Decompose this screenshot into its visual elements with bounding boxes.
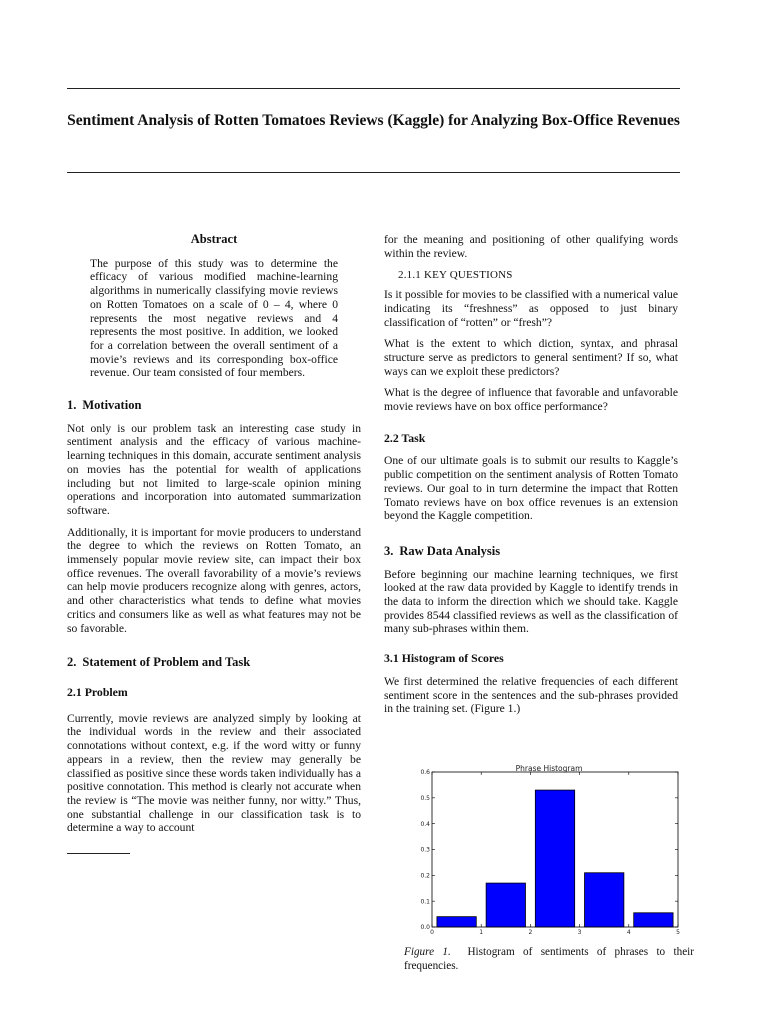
section-3-1-heading: 3.1 Histogram of Scores bbox=[384, 651, 504, 666]
x-tick-label-4: 4 bbox=[626, 929, 631, 935]
y-tick-label-5: 0.5 bbox=[420, 795, 430, 803]
key-question-3: What is the degree of influence that favorable and unfavorable movie reviews have on box office performance? bbox=[384, 386, 678, 414]
left-column bbox=[67, 233, 361, 854]
y-tick-label-3: 0.3 bbox=[420, 846, 430, 854]
histogram-bar-2 bbox=[535, 790, 574, 927]
y-tick-label-1: 0.1 bbox=[420, 898, 430, 906]
y-tick-label-2: 0.2 bbox=[420, 872, 430, 880]
abstract-heading: Abstract bbox=[190, 232, 238, 246]
histogram-bar-0 bbox=[437, 917, 476, 927]
section-2-1-heading: 2.1 Problem bbox=[67, 684, 128, 699]
motivation-paragraph-2: Additionally, it is important for movie producers to understand the degree to which the reviews on Rotten Tomato, an immensely popular movie review site, can impact their box office revenues. The overall favorability of a movie’s reviews can help movie producers recognize along with genres, actors, and other characteristics what tends to define what movies critics and consumers like as well as what features may not be so favorable. bbox=[67, 525, 361, 635]
y-tick-label-4: 0.4 bbox=[420, 820, 430, 828]
section-3-title: Raw Data Analysis bbox=[399, 543, 501, 558]
figure-label: Figure 1. bbox=[404, 946, 451, 958]
histogram-bar-1 bbox=[486, 883, 525, 927]
chart-title: Phrase Histogram bbox=[515, 764, 583, 773]
title-bottom-rule bbox=[67, 172, 680, 173]
footnote-rule bbox=[67, 853, 130, 854]
section-2-heading bbox=[67, 656, 361, 670]
chart-plot-area bbox=[420, 769, 680, 935]
section-2-number: 2. bbox=[67, 655, 77, 670]
x-tick-label-2: 2 bbox=[528, 929, 533, 935]
key-question-2: What is the extent to which diction, syntax, and phrasal structure serve as predictors to general sentiment? If so, what ways can we exploit these predictors? bbox=[384, 337, 678, 378]
abstract-text: The purpose of this study was to determine the efficacy of various modified machine-learning algorithms in numerically classifying movie reviews on Rotten Tomatoes on a scale of 0 – 4, where 0 represents the most negative reviews and 4 represents the most positive. In addition, we looked for a correlation between the overall sentiment of a movie’s reviews and its corresponding box-office revenue. Our team consisted of four members. bbox=[90, 256, 338, 380]
section-1-title: Motivation bbox=[82, 398, 142, 413]
problem-text: Currently, movie reviews are analyzed simply by looking at the individual words in the review and their associated connotations without context, e.g. if the word witty or funny appears in a review, then the review may generally be classified as positive since these words taken individually has a positive connotation. This method is clearly not accurate when the review is “The movie was neither funny, nor witty.” Thus, one substantial challenge in our classification task is to determine a way to account bbox=[67, 711, 361, 835]
section-1-number: 1. bbox=[67, 398, 77, 413]
section-2-title: Statement of Problem and Task bbox=[82, 655, 251, 670]
section-3-heading bbox=[384, 545, 678, 559]
key-question-1: Is it possible for movies to be classified with a numerical value indicating its “freshness” as opposed to just binary classification of “rotten” or “fresh”? bbox=[384, 288, 678, 329]
section-3-number: 3. bbox=[384, 543, 394, 558]
figure-caption bbox=[404, 946, 694, 973]
right-column bbox=[384, 233, 678, 716]
motivation-paragraph-1: Not only is our problem task an interesting case study in sentiment analysis and the efficacy of various machine-learning techniques in this domain, accurate sentiment analysis on movies has the potential for wealth of applications including but not limited to large-scale opinion mining operations and incorporation into automated summarization software. bbox=[67, 421, 361, 517]
x-tick-label-5: 5 bbox=[676, 929, 680, 935]
section-2-2-heading: 2.2 Task bbox=[384, 430, 426, 445]
y-tick-label-6: 0.6 bbox=[420, 769, 430, 777]
section-2-1-1-heading: 2.1.1 KEY QUESTIONS bbox=[398, 269, 513, 282]
problem-text-continued: for the meaning and positioning of other qualifying words within the review. bbox=[384, 233, 678, 260]
top-rule bbox=[67, 88, 680, 89]
y-tick-label-0: 0.0 bbox=[420, 924, 430, 932]
figure-caption-text: Histogram of sentiments of phrases to their frequencies. bbox=[404, 946, 694, 972]
paper-title: Sentiment Analysis of Rotten Tomatoes Reviews (Kaggle) for Analyzing Box-Office Revenues bbox=[67, 112, 680, 129]
histogram-bar-3 bbox=[585, 873, 624, 927]
phrase-histogram-chart bbox=[404, 763, 694, 935]
x-tick-label-3: 3 bbox=[577, 929, 582, 935]
histogram-bar-4 bbox=[634, 913, 673, 927]
section-1-heading bbox=[67, 399, 361, 413]
x-tick-label-0: 0 bbox=[430, 929, 434, 935]
histogram-text: We first determined the relative frequencies of each different sentiment score in the sentences and the sub-phrases provided in the training set. (Figure 1.) bbox=[384, 674, 678, 716]
task-text: One of our ultimate goals is to submit our results to Kaggle’s public competition on the sentiment analysis of Rotten Tomato reviews. Our goal to in turn determine the impact that Rotten Tomato reviews have on box office revenues is an extension beyond the Kaggle competition. bbox=[384, 454, 678, 523]
raw-data-text: Before beginning our machine learning techniques, we first looked at the raw data provided by Kaggle to identify trends in the data to inform the direction which we should take. Kaggle provides 8544 classified reviews as well as the classification of many sub-phrases within them. bbox=[384, 567, 678, 636]
x-tick-label-1: 1 bbox=[479, 929, 484, 935]
